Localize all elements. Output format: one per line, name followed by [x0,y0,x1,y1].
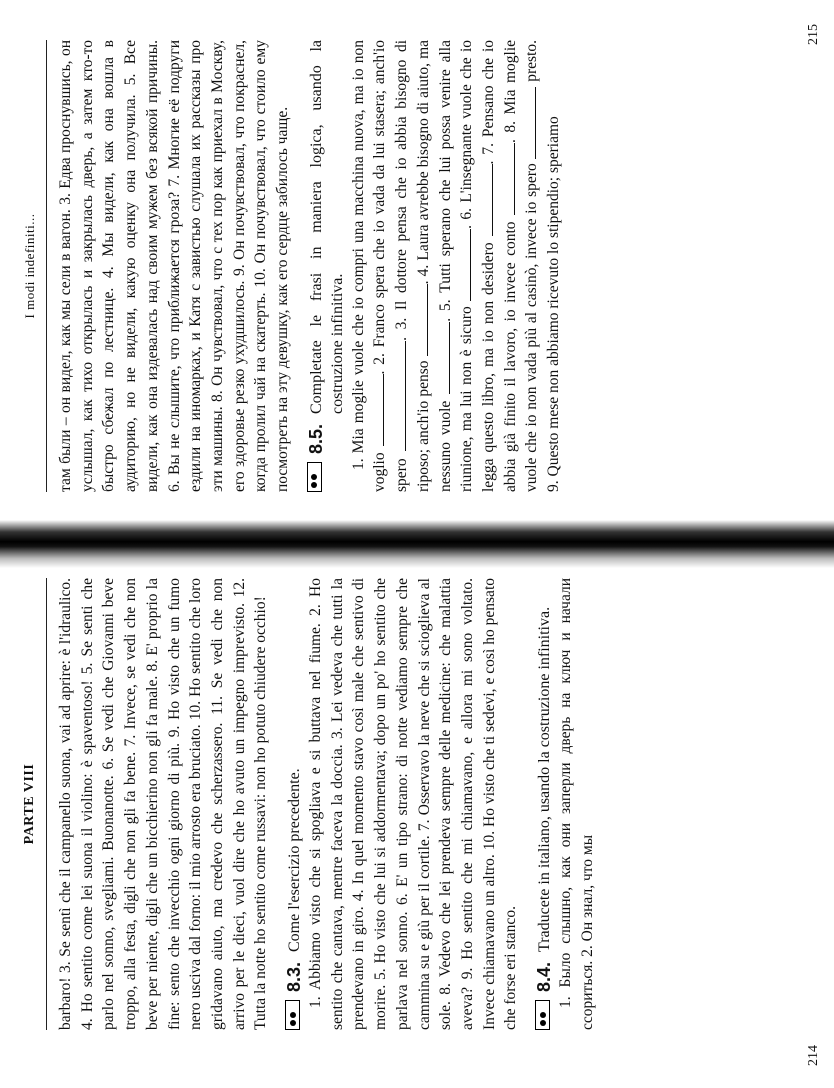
exercise-text-segment: 1. Mia moglie vuole che io compri una macchina nuova, ma io non voglio [349,40,389,492]
exercise-title: Traducete in italiano, usando la costruzione infinitiva. [536,606,554,952]
exercise-body [348,40,565,492]
header-rule [46,578,47,1030]
exercise-text-segment: presto. 9. Questo mese non abbiamo ricevuto lo stipendio; speriamo [523,40,563,492]
exercise-text-segment: . 2. Franco spera che io vada da lui stasera; anch'io spero [371,40,411,492]
exercise-8-4 [534,578,598,1030]
fill-in-blank [480,164,493,236]
exercise-8-3 [284,578,522,1030]
audio-icon [285,1000,300,1030]
page-header: I modi indefiniti... [22,213,37,319]
page-header: PARTE VIII [22,763,37,845]
fill-in-blank [502,143,515,215]
exercise-body: 1. Abbiamo visto che si spogliava e si buttava nel fiume. 2. Ho sentito che cantava, mentre faceva la doccia. 3. Lei vedeva che tutti la prendevano in giro. 4. In quel momento stavo così male che sentivo di morire. 5. Ho visto che lui si addormentava; dopo un po' ho sentito che parlava nel sonno. 6. E' un tipo strano: di notte vediamo sempre che cammina su e giù per il cortile. 7. Osservavo la neve che si scioglieva al sole. 8. Vedevo che lei prendeva sempre delle medicine: che malattia aveva? 9. Ho sentito che mi chiamavano, e allora mi sono voltato. Invece chiamavano un altro. 10. Ho visto che ti sedevi, e così ho pensato che forse eri stanco. [307,578,520,1030]
audio-icon [307,462,322,492]
page-number: 215 [806,24,821,45]
exercise-title: Come l'esercizio precedente. [286,768,304,952]
page-number: 214 [806,1045,821,1066]
exercise-text-segment: . 5. Tutti sperano che lui possa venire alla riunione, ma lui non è sicuro [436,40,476,492]
exercise-continuation-text: там были – он видел, как мы сели в вагон. 3. Едва проснувшись, он услышал, как тихо открылась и закрылась дверь, а затем кто-то быстро сбежал по лестнице. 4. Мы видели, как она вошла в аудиторию, но не видели, какую оценку она получила. 5. Все видели, как она издевалась над своим мужем без всякой причины. 6. Вы не слышите, что приближается гроза? 7. Многие её подруги ездили на иномарках, и Катя с завистью слушала их рассказы про эти машины. 8. Он чувствовал, что с тех пор как приехал в Москву, его здоровье резко ухудшилось. 9. Он почувствовал, что покраснел, когда пролил чай на скатерть. 10. Он почувствовал, что стоило ему посмотреть на эту девушку, как его сердце забилось чаще. [57,40,292,492]
fill-in-blank [523,87,536,159]
fill-in-blank [371,374,384,446]
exercise-text-segment: . 3. Il dottore pensa che io abbia bisogno di riposo; anch'io penso [393,40,432,492]
header-rule [46,40,47,492]
fill-in-blank [393,341,406,451]
exercise-number: 8.4. [534,961,555,992]
exercise-text-segment: . 8. Mia moglie vuole che io non vada più al casinò, invece io spero [501,39,541,492]
fill-in-blank [437,322,450,394]
exercise-text-segment: . 4. Laura avrebbe bisogno di aiuto, ma nessuno vuole [414,39,454,492]
fill-in-blank [458,229,471,301]
exercise-title: Completate le frasi in maniera logica, usando la costruzione infinitiva. [307,40,346,414]
exercise-body: 1. Было слышно, как они заперли дверь на ключ и начали ссориться. 2. Он знал, что мы [557,578,596,1030]
exercise-text-segment: . 7. Pensano che io abbia già finito il lavoro, io invece conto [479,39,519,492]
exercise-8-5 [306,40,565,492]
left-page [0,544,834,1088]
exercise-text-segment: . 6. L'insegnante vuole che io legga questo libro, ma io non desidero [458,39,497,492]
audio-icon [535,1000,550,1030]
exercise-number: 8.5. [305,423,326,454]
fill-in-blank [415,284,428,356]
exercise-number: 8.3. [284,961,305,992]
exercise-continuation-text: barbaro! 3. Se sentì che il campanello suona, vai ad aprire: è l'idraulico. 4. Ho sentito come lei suona il violino: è spaventoso! 5. Se senti che parlo nel sonno, svegliami. Buonanotte. 6. Se vedi che Giovanni beve troppo, alla festa, digli che non gli fa bene. 7. Invece, se vedi che non beve per niente, digli che un bicchierino non gli fa male. 8. E' proprio la fine: sento che invecchio ogni giorno di più. 9. Ho visto che un fumo nero usciva dal forno: il mio arrosto era bruciato. 10. Ho sentito che loro gridavano aiuto, ma credevo che scherzassero. 11. Se vedi che non arrivo per le dieci, vuol dire che ho avuto un impegno imprevisto. 12. Tutta la notte ho sentito come russavi: non ho potuto chiudere occhio! [57,578,270,1030]
